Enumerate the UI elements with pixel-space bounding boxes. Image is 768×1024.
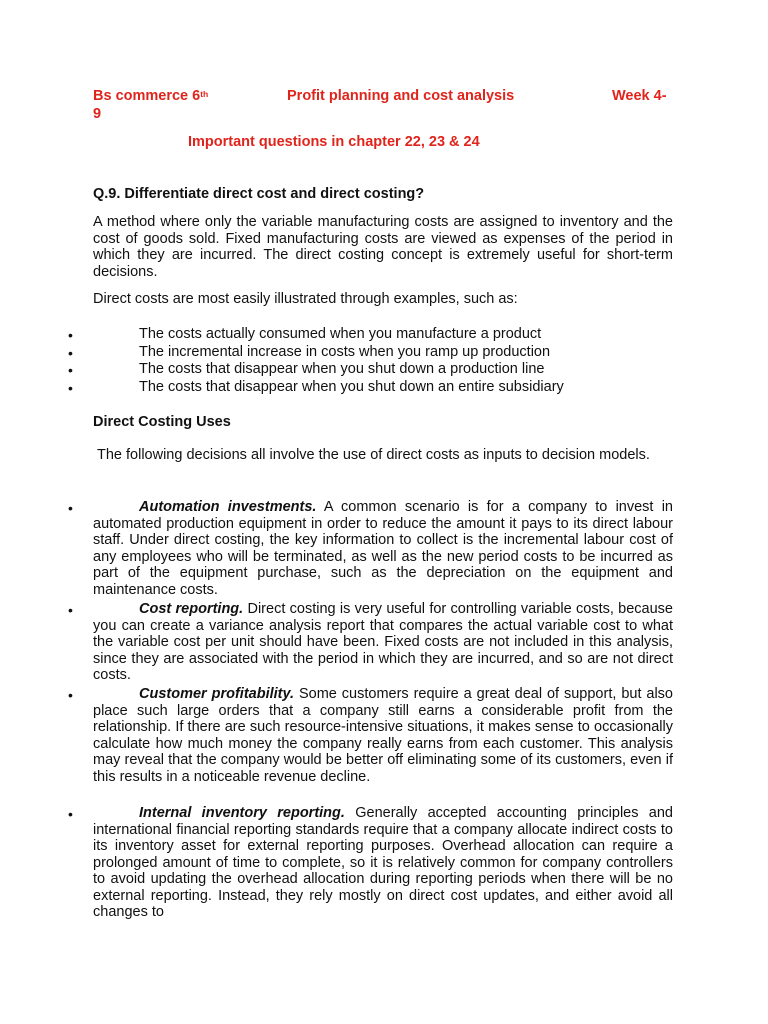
list-item: The incremental increase in costs when you ramp up production [139,344,551,360]
course-text: Bs commerce 6 [93,88,201,104]
use-item-inventory-reporting [93,805,673,929]
course-label [93,88,208,105]
use-item-customer-profitability [93,686,673,785]
bullet-icon: • [68,806,73,822]
use-item-text: A common scenario is for a company to invest in automated production equipment in order to reduce the amount it pays to its direct labour staff. Under direct costing, the key information to collect is the incremental labour cost of any employees who will be terminated, as well as the new period costs to be incurred as part of the equipment purchase, such as the depreciation on the equipment and maintenance costs. [93,499,673,598]
bullet-icon: • [68,327,73,343]
bullet-icon: • [68,345,73,361]
use-item-cost-reporting [93,601,673,684]
examples-intro: Direct costs are most easily illustrated through examples, such as: [93,291,518,307]
definition-paragraph: A method where only the variable manufacturing costs are assigned to inventory and the cost of goods sold. Fixed manufacturing costs are viewed as expenses of the period in which they are incurred. The direct costing concept is extremely useful for short-term decisions. [93,214,673,280]
use-item-title: Customer profitability. [139,686,295,702]
use-item-text: Some customers require a great deal of support, but also place such large orders that a company still earns a considerable profit from the relationship. If there are such resource-intensive situations, it makes sense to occasionally calculate how much money the company really earns from each customer. This analysis may reveal that the company would be better off eliminating some of its customers, even if this results in a noticeable revenue decline. [93,686,674,785]
use-item-title: Cost reporting. [139,601,244,617]
list-item: The costs that disappear when you shut down a production line [139,361,545,377]
question-title: Q.9. Differentiate direct cost and direct costing? [93,186,425,202]
use-item-title: Internal inventory reporting. [139,805,345,821]
bullet-icon: • [68,380,73,396]
week-label-continued: 9 [93,106,102,122]
uses-intro: The following decisions all involve the use of direct costs as inputs to decision models. [97,447,650,463]
section-heading: Direct Costing Uses [93,414,231,430]
bullet-icon: • [68,687,73,703]
use-item-automation [93,499,673,598]
list-item: The costs that disappear when you shut down an entire subsidiary [139,379,564,395]
bullet-icon: • [68,362,73,378]
list-item: The costs actually consumed when you manufacture a product [139,326,542,342]
use-item-title: Automation investments. [139,499,317,515]
subject-label: Profit planning and cost analysis [287,88,515,104]
page-subtitle: Important questions in chapter 22, 23 & 24 [188,134,480,150]
course-superscript: th [200,89,209,99]
use-item-text: Generally accepted accounting principles and international financial reporting standards require that a company allocate indirect costs to its inventory asset for external reporting purposes. Overhead allocation can require a prolonged amount of time to complete, so it is relatively common for company controllers to avoid updating the overhead allocation during reporting periods when there will be no external reporting. Instead, they rely mostly on direct cost updates, and either avoid all changes to [93,805,673,920]
use-item-text: Direct costing is very useful for controlling variable costs, because you can create a variance analysis report that compares the actual variable cost to what the variable cost per unit should have been. Fixed costs are not included in this analysis, since they are associated with the period in which they are incurred, and so are not direct costs. [93,601,673,683]
week-label: Week 4- [612,88,667,104]
bullet-icon: • [68,500,73,516]
bullet-icon: • [68,602,73,618]
